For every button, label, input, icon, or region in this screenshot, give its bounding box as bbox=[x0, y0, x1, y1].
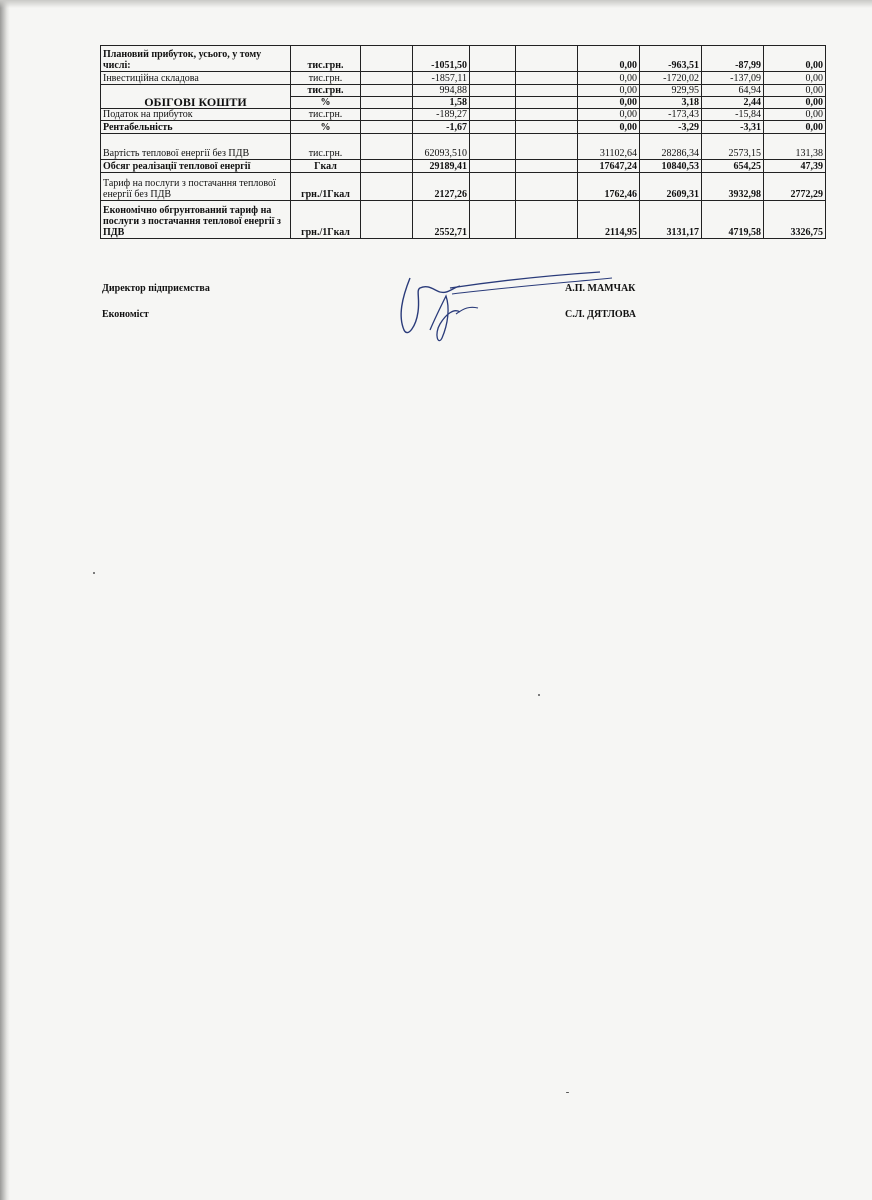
row-unit: Гкал bbox=[291, 160, 361, 173]
row-label: Вартість теплової енергії без ПДВ bbox=[101, 134, 291, 160]
row-value: -1720,02 bbox=[640, 72, 702, 85]
row-unit: грн./1Гкал bbox=[291, 201, 361, 239]
row-value: -87,99 bbox=[702, 46, 764, 72]
row-value: 2772,29 bbox=[764, 173, 826, 201]
row-value: 0,00 bbox=[764, 121, 826, 134]
row-total: 1,58 bbox=[413, 97, 470, 109]
row-total: 994,88 bbox=[413, 85, 470, 97]
row-value: 31102,64 bbox=[578, 134, 640, 160]
row-value: 0,00 bbox=[764, 109, 826, 121]
row-value: -3,29 bbox=[640, 121, 702, 134]
row-total: -189,27 bbox=[413, 109, 470, 121]
row-unit: % bbox=[291, 97, 361, 109]
row-value: 3131,17 bbox=[640, 201, 702, 239]
row-total: -1,67 bbox=[413, 121, 470, 134]
row-value: 3326,75 bbox=[764, 201, 826, 239]
row-unit: тис.грн. bbox=[291, 85, 361, 97]
row-value: 0,00 bbox=[578, 85, 640, 97]
scan-speck bbox=[93, 572, 95, 574]
row-unit: тис.грн. bbox=[291, 134, 361, 160]
row-value: 131,38 bbox=[764, 134, 826, 160]
row-value: 4719,58 bbox=[702, 201, 764, 239]
row-total: 2127,26 bbox=[413, 173, 470, 201]
row-value: 64,94 bbox=[702, 85, 764, 97]
row-label: Податок на прибуток bbox=[101, 109, 291, 121]
row-value: 0,00 bbox=[764, 72, 826, 85]
row-value: 0,00 bbox=[764, 46, 826, 72]
row-value: -15,84 bbox=[702, 109, 764, 121]
row-label: Інвестиційна складова bbox=[101, 72, 291, 85]
row-value: -963,51 bbox=[640, 46, 702, 72]
row-value: 1762,46 bbox=[578, 173, 640, 201]
row-label: Плановий прибуток, усього, у тому числі: bbox=[101, 46, 291, 72]
row-label: Економічно обгрунтований тариф на послуги з постачання теплової енергії з ПДВ bbox=[101, 201, 291, 239]
row-value: 3,18 bbox=[640, 97, 702, 109]
row-label: Обсяг реалізації теплової енергії bbox=[101, 160, 291, 173]
row-value: 2,44 bbox=[702, 97, 764, 109]
row-value: -137,09 bbox=[702, 72, 764, 85]
row-value: -3,31 bbox=[702, 121, 764, 134]
row-label: Рентабельність bbox=[101, 121, 291, 134]
row-label: Тариф на послуги з постачання теплової енергії без ПДВ bbox=[101, 173, 291, 201]
row-value: 0,00 bbox=[578, 121, 640, 134]
row-value: 0,00 bbox=[578, 46, 640, 72]
signature-block bbox=[0, 0, 872, 400]
economist-title: Економіст bbox=[102, 309, 149, 320]
row-value: 0,00 bbox=[578, 72, 640, 85]
row-unit: тис.грн. bbox=[291, 46, 361, 72]
row-value: 0,00 bbox=[764, 85, 826, 97]
row-value: 3932,98 bbox=[702, 173, 764, 201]
row-total: 29189,41 bbox=[413, 160, 470, 173]
row-value: 2573,15 bbox=[702, 134, 764, 160]
director-name: А.П. МАМЧАК bbox=[565, 283, 636, 294]
row-total: -1857,11 bbox=[413, 72, 470, 85]
row-unit: тис.грн. bbox=[291, 72, 361, 85]
row-value: 654,25 bbox=[702, 160, 764, 173]
row-total: 62093,510 bbox=[413, 134, 470, 160]
handwritten-signature bbox=[390, 268, 620, 348]
row-unit: грн./1Гкал bbox=[291, 173, 361, 201]
row-value: 17647,24 bbox=[578, 160, 640, 173]
row-value: 47,39 bbox=[764, 160, 826, 173]
row-value: 10840,53 bbox=[640, 160, 702, 173]
row-unit: % bbox=[291, 121, 361, 134]
row-unit: тис.грн. bbox=[291, 109, 361, 121]
row-total: 2552,71 bbox=[413, 201, 470, 239]
row-value: 28286,34 bbox=[640, 134, 702, 160]
director-title: Директор підприємства bbox=[102, 283, 210, 294]
scan-speck bbox=[566, 1092, 569, 1093]
row-value: 2114,95 bbox=[578, 201, 640, 239]
row-value: 929,95 bbox=[640, 85, 702, 97]
row-value: 0,00 bbox=[578, 109, 640, 121]
row-value: 2609,31 bbox=[640, 173, 702, 201]
scan-speck bbox=[538, 694, 540, 696]
row-value: 0,00 bbox=[764, 97, 826, 109]
row-label: ОБІГОВІ КОШТИ bbox=[101, 85, 291, 109]
row-total: -1051,50 bbox=[413, 46, 470, 72]
row-value: 0,00 bbox=[578, 97, 640, 109]
economist-name: С.Л. ДЯТЛОВА bbox=[565, 309, 636, 320]
row-value: -173,43 bbox=[640, 109, 702, 121]
